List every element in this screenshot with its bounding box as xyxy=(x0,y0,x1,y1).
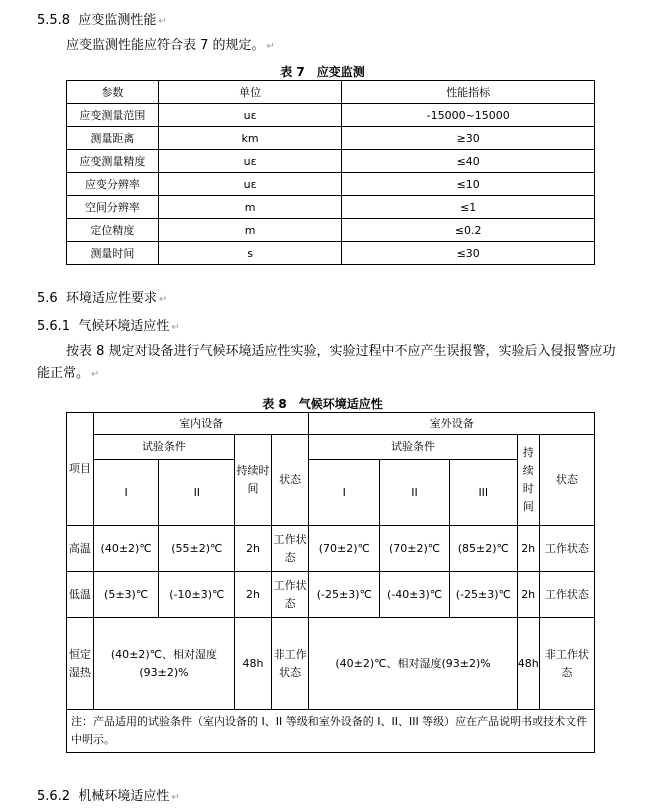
cell: ≤1 xyxy=(342,196,595,219)
table-row xyxy=(67,150,595,173)
cell: s xyxy=(158,242,342,265)
paragraph-text: 应变监测性能应符合表 7 的规定。 xyxy=(66,38,265,53)
cell: ≤0.2 xyxy=(342,219,595,242)
cell: (40±2)℃ xyxy=(93,526,159,572)
row-label: 低温 xyxy=(67,572,94,618)
section-number: 5.6.1 xyxy=(37,319,71,334)
section-title: 气候环境适应性 xyxy=(78,319,170,334)
grade-cell: III xyxy=(449,460,517,526)
cell: 48h xyxy=(235,618,272,710)
indoor-header: 室内设备 xyxy=(93,413,309,435)
table-row xyxy=(67,104,595,127)
header-cell: 参数 xyxy=(67,81,159,104)
section-title: 机械环境适应性 xyxy=(78,789,170,804)
cell: 测量时间 xyxy=(67,242,159,265)
cell: (-40±3)℃ xyxy=(380,572,450,618)
cell: (5±3)℃ xyxy=(93,572,159,618)
cell: (40±2)℃、相对湿度(93±2)% xyxy=(309,618,517,710)
table-row xyxy=(67,526,595,572)
grade-cell: I xyxy=(309,460,380,526)
cell: (40±2)℃、相对湿度(93±2)% xyxy=(93,618,234,710)
cell: uε xyxy=(158,173,342,196)
item-header: 项目 xyxy=(67,413,94,526)
cell: ≤30 xyxy=(342,242,595,265)
section-heading-5-5-8: 5.5.8 应变监测性能 ↵ xyxy=(37,13,167,28)
cell: km xyxy=(158,127,342,150)
note-row xyxy=(67,710,595,753)
cell: 应变测量精度 xyxy=(67,150,159,173)
table-8 xyxy=(66,412,595,753)
cell: (-25±3)℃ xyxy=(449,572,517,618)
cell: (70±2)℃ xyxy=(380,526,450,572)
section-title: 环境适应性要求 xyxy=(65,291,157,306)
cell: 非工作状态 xyxy=(271,618,309,710)
cell: (-10±3)℃ xyxy=(159,572,235,618)
outdoor-duration-header: 持续时间 xyxy=(517,435,539,526)
paragraph-climate: 按表 8 规定对设备进行气候环境适应性实验，实验过程中不应产生误报警，实验后入侵报警应功能正常。 ↵ xyxy=(37,344,616,381)
table7-caption: 表 7 应变监测 xyxy=(280,65,365,79)
cell: uε xyxy=(158,104,342,127)
outdoor-state-header: 状态 xyxy=(539,435,594,526)
cell: uε xyxy=(158,150,342,173)
table8-caption: 表 8 气候环境适应性 xyxy=(262,397,383,411)
header-cell: 性能指标 xyxy=(342,81,595,104)
table-note: 注：产品适用的试验条件（室内设备的 I、II 等级和室外设备的 I、II、III 等级）应在产品说明书或技术文件中明示。 xyxy=(67,710,595,753)
cell: 应变分辨率 xyxy=(67,173,159,196)
cell: 2h xyxy=(235,572,272,618)
table-row xyxy=(67,173,595,196)
table-row xyxy=(67,618,595,710)
table-row xyxy=(67,196,595,219)
cell: (55±2)℃ xyxy=(159,526,235,572)
cell: 工作状态 xyxy=(271,572,309,618)
cell: 测量距离 xyxy=(67,127,159,150)
header-cell: 单位 xyxy=(158,81,342,104)
paragraph-text: 按表 8 规定对设备进行气候环境适应性实验，实验过程中不应产生误报警，实验后入侵报警应功能正常。 xyxy=(37,344,616,381)
table-header-row xyxy=(67,81,595,104)
cell: 非工作状态 xyxy=(539,618,594,710)
cell: m xyxy=(158,219,342,242)
section-heading-5-6: 5.6 环境适应性要求 ↵ xyxy=(37,291,168,306)
cell: 空间分辨率 xyxy=(67,196,159,219)
outdoor-header: 室外设备 xyxy=(309,413,595,435)
section-title: 应变监测性能 xyxy=(78,13,157,28)
cell: (70±2)℃ xyxy=(309,526,380,572)
outdoor-test-cond-header: 试验条件 xyxy=(309,435,517,460)
cell: (85±2)℃ xyxy=(449,526,517,572)
grade-cell: I xyxy=(93,460,159,526)
grade-cell: II xyxy=(159,460,235,526)
cell: 2h xyxy=(235,526,272,572)
cell: ≤10 xyxy=(342,173,595,196)
table-7 xyxy=(66,80,595,265)
section-number: 5.5.8 xyxy=(37,13,71,28)
grade-cell: II xyxy=(380,460,450,526)
cell: (-25±3)℃ xyxy=(309,572,380,618)
section-heading-5-6-1: 5.6.1 气候环境适应性 ↵ xyxy=(37,319,180,334)
table-row xyxy=(67,572,595,618)
cell: 工作状态 xyxy=(539,572,594,618)
indoor-state-header: 状态 xyxy=(271,435,309,526)
cell: 工作状态 xyxy=(271,526,309,572)
section-number: 5.6.2 xyxy=(37,789,71,804)
table-row xyxy=(67,127,595,150)
cell: 工作状态 xyxy=(539,526,594,572)
indoor-test-cond-header: 试验条件 xyxy=(93,435,234,460)
cell: 定位精度 xyxy=(67,219,159,242)
cell: 应变测量范围 xyxy=(67,104,159,127)
cell: 48h xyxy=(517,618,539,710)
section-number: 5.6 xyxy=(37,291,58,306)
cell: 2h xyxy=(517,526,539,572)
table-row xyxy=(67,242,595,265)
section-heading-5-6-2: 5.6.2 机械环境适应性 ↵ xyxy=(37,789,180,804)
cell: 2h xyxy=(517,572,539,618)
row-label: 高温 xyxy=(67,526,94,572)
table-row xyxy=(67,219,595,242)
indoor-duration-header: 持续时间 xyxy=(235,435,272,526)
cell: m xyxy=(158,196,342,219)
cell: ≤40 xyxy=(342,150,595,173)
cell: -15000~15000 xyxy=(342,104,595,127)
cell: ≥30 xyxy=(342,127,595,150)
row-label: 恒定湿热 xyxy=(67,618,94,710)
paragraph-strain: 应变监测性能应符合表 7 的规定。 ↵ xyxy=(66,38,275,53)
